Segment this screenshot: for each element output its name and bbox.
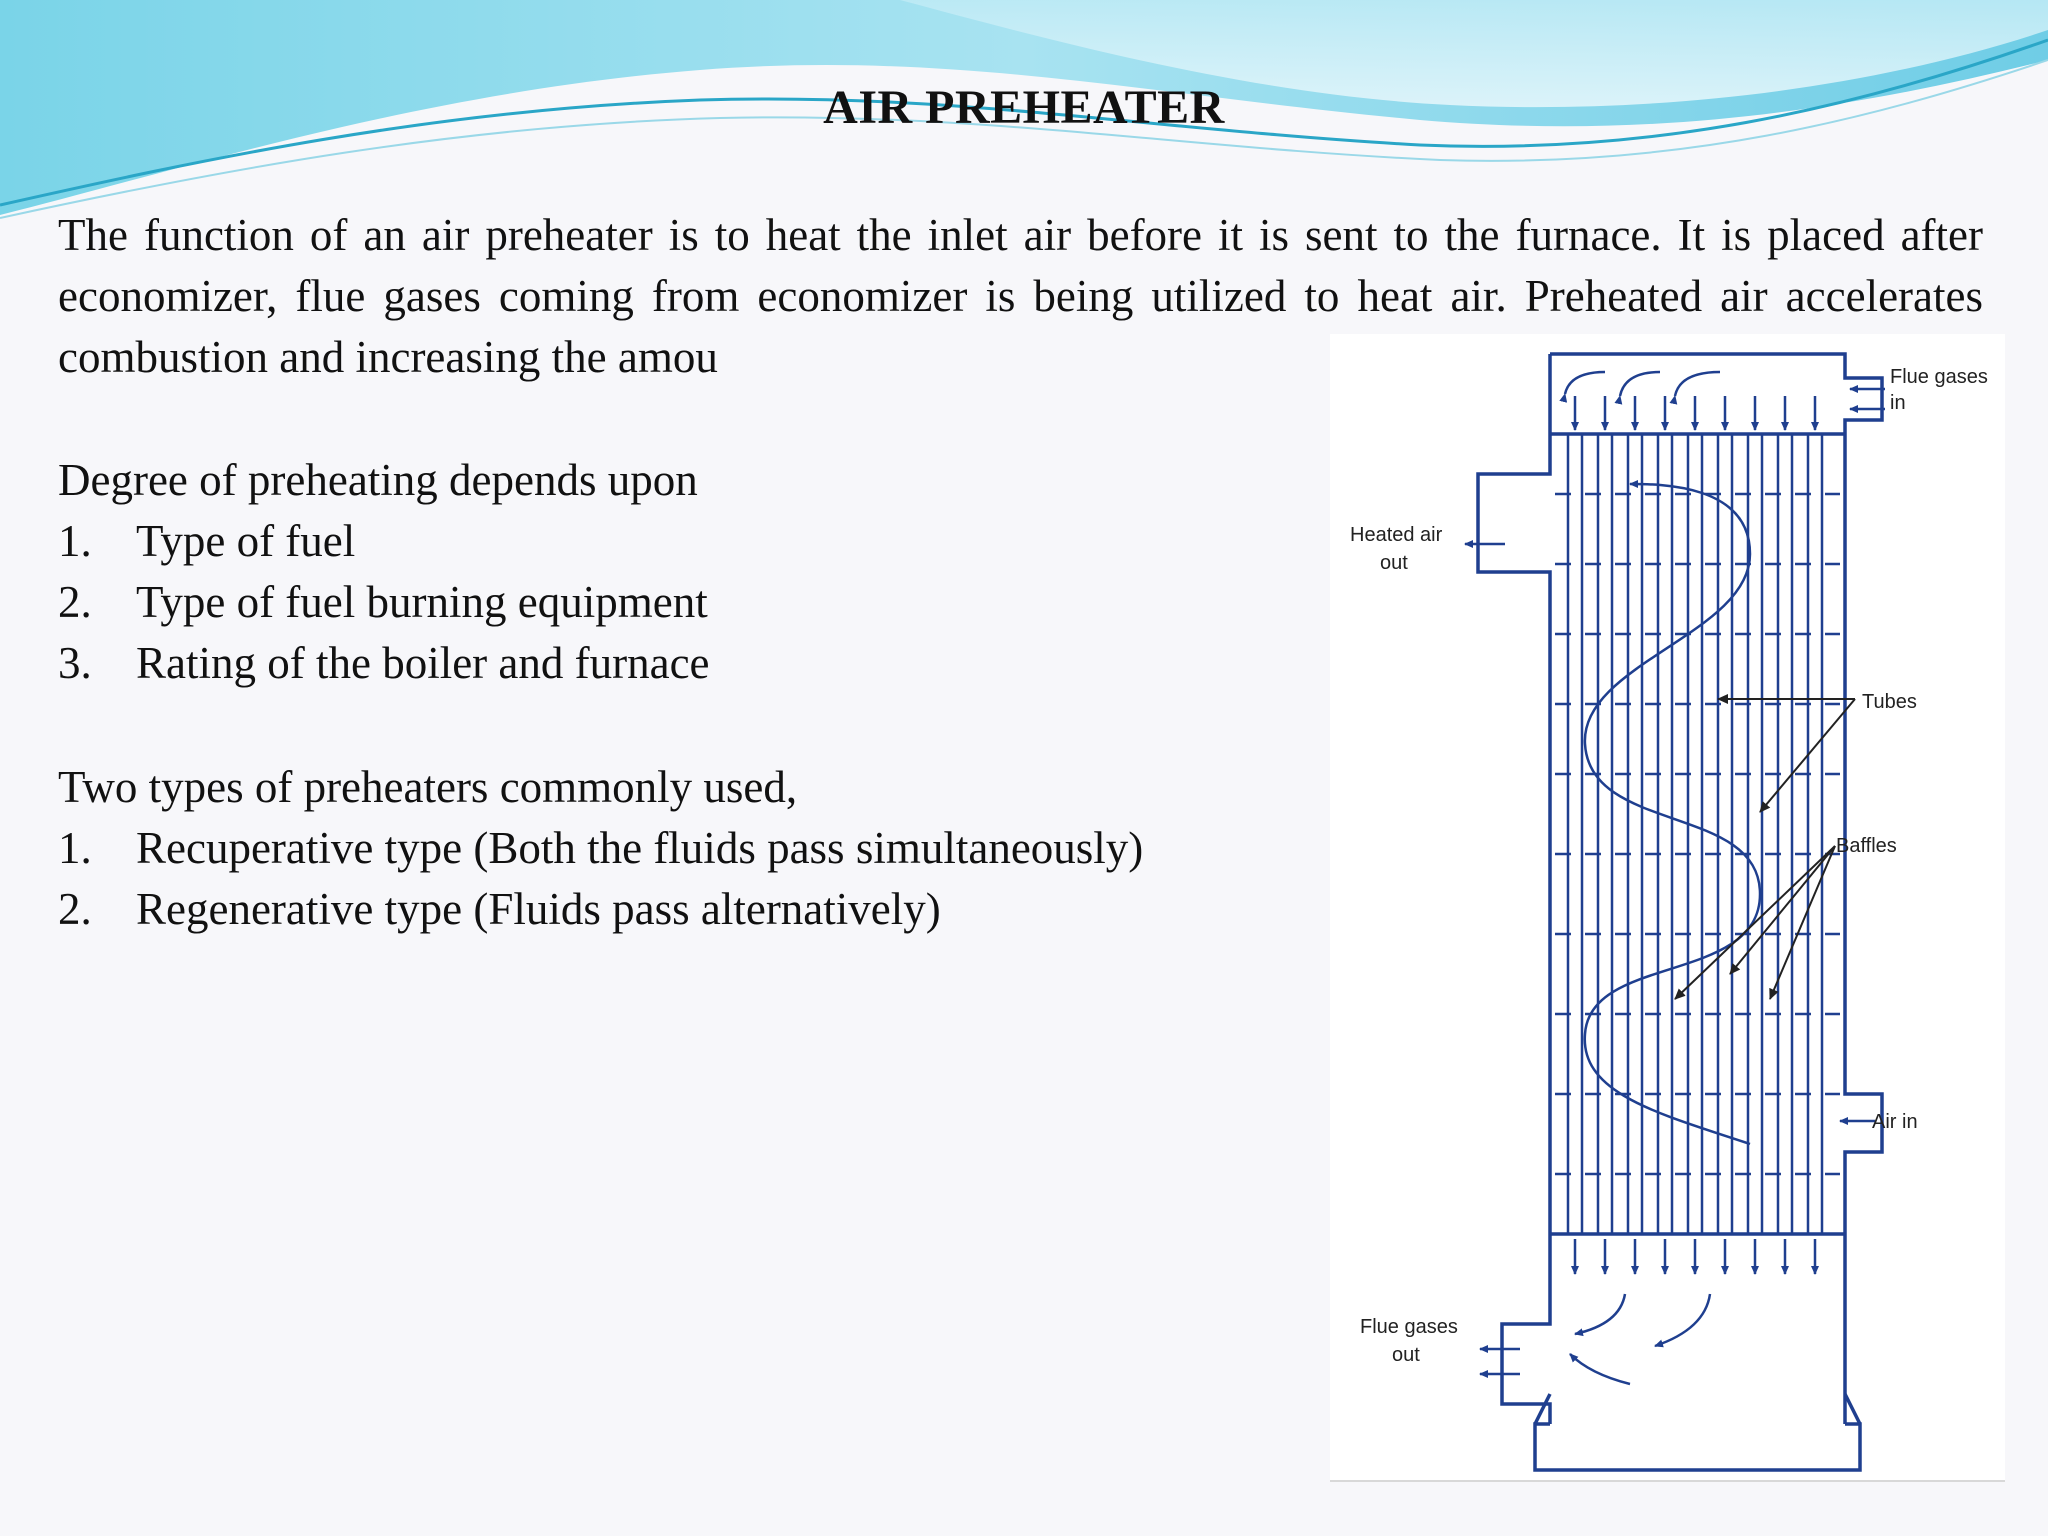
label-heated-air-out-2: out (1380, 552, 1408, 574)
flue-swirl-bottom (1575, 1294, 1625, 1334)
degree-list (58, 511, 710, 694)
list-number: 3. (58, 638, 92, 688)
flue-swirl-bottom (1655, 1294, 1710, 1346)
list-item (58, 879, 1143, 940)
list-number: 1. (58, 516, 92, 566)
flue-gas-swirl (1565, 372, 1605, 394)
types-list (58, 818, 1143, 940)
slide-title: AIR PREHEATER (823, 81, 1225, 134)
tube (1688, 434, 1702, 1234)
label-flue-gases-in-2: in (1890, 392, 1906, 414)
flue-swirl-bottom (1570, 1354, 1630, 1384)
list-item (58, 572, 710, 633)
list-text: Type of fuel burning equipment (136, 577, 708, 627)
tube (1778, 434, 1792, 1234)
flue-gas-swirl (1675, 372, 1720, 396)
list-number: 2. (58, 884, 92, 934)
label-heated-air-out: Heated air (1350, 524, 1443, 546)
list-item (58, 633, 710, 694)
diagram-svg (1330, 334, 2005, 1480)
shell-left (1478, 354, 1550, 1424)
list-text: Type of fuel (136, 516, 356, 566)
tube (1628, 434, 1642, 1234)
hopper-slopes (1535, 1394, 1860, 1424)
label-flue-gases-out: Flue gases (1360, 1316, 1458, 1338)
list-item (58, 818, 1143, 879)
tube (1718, 434, 1732, 1234)
tubes-bundle (1555, 434, 1840, 1234)
list-text: Regenerative type (Fluids pass alternatively) (136, 884, 941, 934)
list-item (58, 511, 710, 572)
tube (1568, 434, 1582, 1234)
label-baffles: Baffles (1836, 835, 1897, 857)
list-text: Recuperative type (Both the fluids pass simultaneously) (136, 823, 1144, 873)
label-air-in: Air in (1872, 1111, 1918, 1133)
shell-right (1550, 354, 1882, 1424)
list-text: Rating of the boiler and furnace (136, 638, 710, 688)
list-number: 1. (58, 823, 92, 873)
baffles-pointer (1770, 846, 1835, 999)
bottom-hopper (1535, 1424, 1860, 1470)
tube (1808, 434, 1822, 1234)
intro-paragraph: The function of an air preheater is to heat the inlet air before it is sent to the furnace. It is placed after economizer, flue gases coming from economizer is being utilized to heat air. Preheated air accelerates combustion and increasing the amou (58, 210, 1983, 382)
degree-section (58, 450, 710, 694)
degree-heading: Degree of preheating depends upon (58, 455, 698, 505)
label-flue-gases-in: Flue gases (1890, 366, 1988, 388)
baffles-pointer (1730, 846, 1835, 974)
types-heading: Two types of preheaters commonly used, (58, 762, 798, 812)
air-preheater-diagram (1330, 334, 2005, 1482)
tube (1598, 434, 1612, 1234)
label-flue-gases-out-2: out (1392, 1344, 1420, 1366)
flue-gas-swirl (1620, 372, 1660, 396)
types-section (58, 757, 1143, 940)
label-tubes: Tubes (1862, 691, 1917, 713)
list-number: 2. (58, 577, 92, 627)
